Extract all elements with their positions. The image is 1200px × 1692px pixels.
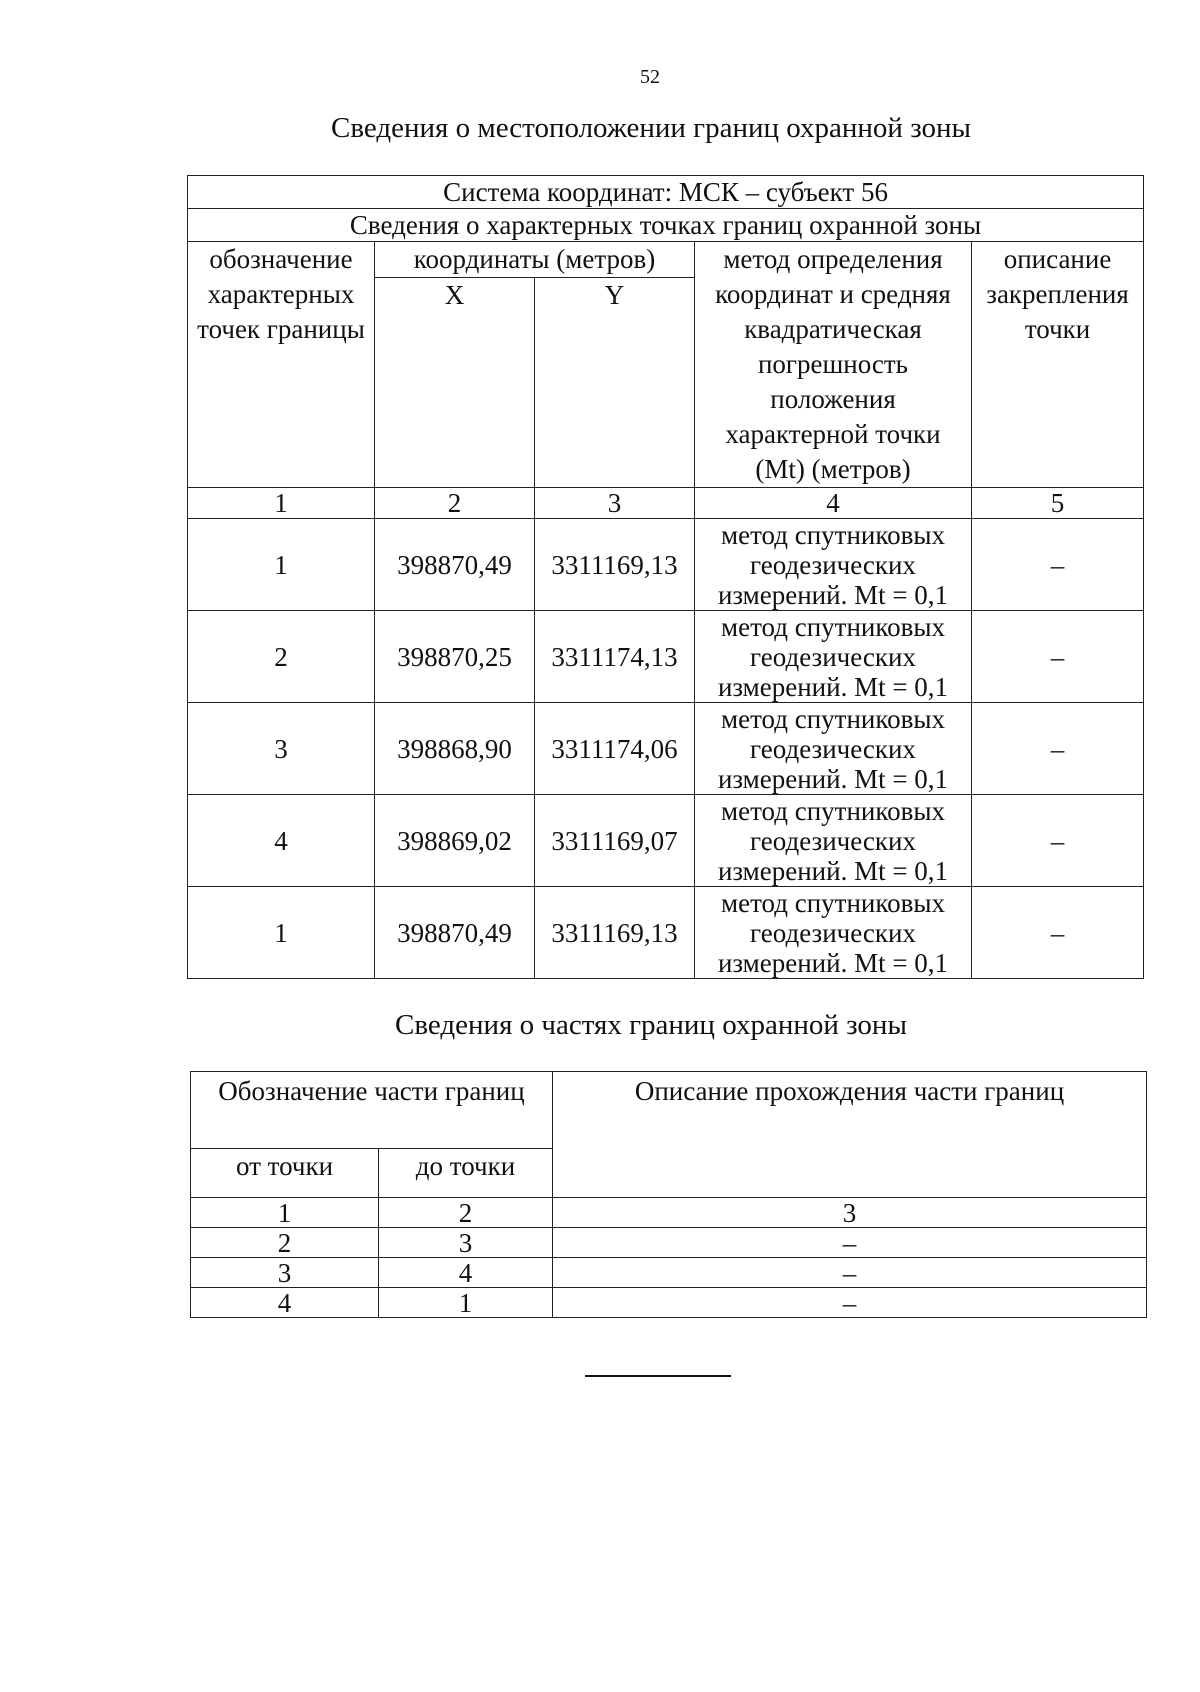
x-cell: 398868,90 [375, 703, 535, 795]
header-designation: обозначение характерных точек границы [188, 242, 375, 488]
header-from-point: от точки [191, 1149, 379, 1198]
to-cell: 3 [379, 1228, 553, 1258]
method-cell: метод спутниковых геодезических измерений. Mt = 0,1 [695, 703, 972, 795]
table-row [191, 1228, 1147, 1258]
method-cell: метод спутниковых геодезических измерений. Mt = 0,1 [695, 887, 972, 979]
desc-cell: – [553, 1288, 1147, 1318]
table-row [191, 1258, 1147, 1288]
header-method: метод определения координат и средняя квадратическая погрешность положения характерной точки (Mt) (метров) [695, 242, 972, 488]
desc-cell: – [972, 887, 1144, 979]
point-cell: 4 [188, 795, 375, 887]
desc-cell: – [553, 1228, 1147, 1258]
column-number-row: 1 2 3 [191, 1198, 1147, 1228]
section-title-boundary-parts: Сведения о частях границ охранной зоны [395, 1009, 907, 1041]
point-cell: 1 [188, 887, 375, 979]
point-cell: 3 [188, 703, 375, 795]
header-x: X [375, 278, 535, 488]
column-number-row: 1 2 3 4 5 [188, 488, 1144, 519]
page-number: 52 [640, 66, 660, 88]
boundary-parts-table [190, 1071, 1147, 1318]
coord-system-header: Система координат: МСК – субъект 56 [188, 176, 1144, 209]
from-cell: 2 [191, 1228, 379, 1258]
x-cell: 398870,25 [375, 611, 535, 703]
point-cell: 1 [188, 519, 375, 611]
desc-cell: – [972, 611, 1144, 703]
y-cell: 3311169,13 [535, 519, 695, 611]
x-cell: 398870,49 [375, 519, 535, 611]
x-cell: 398869,02 [375, 795, 535, 887]
method-cell: метод спутниковых геодезических измерений. Mt = 0,1 [695, 519, 972, 611]
desc-cell: – [972, 519, 1144, 611]
y-cell: 3311169,13 [535, 887, 695, 979]
y-cell: 3311174,13 [535, 611, 695, 703]
method-cell: метод спутниковых геодезических измерений. Mt = 0,1 [695, 611, 972, 703]
header-to-point: до точки [379, 1149, 553, 1198]
section-title-boundary-location: Сведения о местоположении границ охранной зоны [330, 112, 971, 144]
method-cell: метод спутниковых геодезических измерений. Mt = 0,1 [695, 795, 972, 887]
desc-cell: – [972, 795, 1144, 887]
header-y: Y [535, 278, 695, 488]
table-row [188, 519, 1144, 611]
from-cell: 3 [191, 1258, 379, 1288]
to-cell: 1 [379, 1288, 553, 1318]
header-description: описание закрепления точки [972, 242, 1144, 488]
header-part-designation: Обозначение части границ [191, 1072, 553, 1149]
point-cell: 2 [188, 611, 375, 703]
characteristic-points-table [187, 175, 1144, 979]
table-row [188, 611, 1144, 703]
desc-cell: – [972, 703, 1144, 795]
desc-cell: – [553, 1258, 1147, 1288]
table-row [188, 703, 1144, 795]
from-cell: 4 [191, 1288, 379, 1318]
end-divider [585, 1375, 731, 1377]
y-cell: 3311169,07 [535, 795, 695, 887]
table-row [188, 887, 1144, 979]
header-coordinates: координаты (метров) [375, 242, 695, 278]
x-cell: 398870,49 [375, 887, 535, 979]
header-part-description: Описание прохождения части границ [553, 1072, 1147, 1198]
to-cell: 4 [379, 1258, 553, 1288]
table-subtitle: Сведения о характерных точках границ охранной зоны [188, 209, 1144, 242]
y-cell: 3311174,06 [535, 703, 695, 795]
table-row [188, 795, 1144, 887]
table-row [191, 1288, 1147, 1318]
